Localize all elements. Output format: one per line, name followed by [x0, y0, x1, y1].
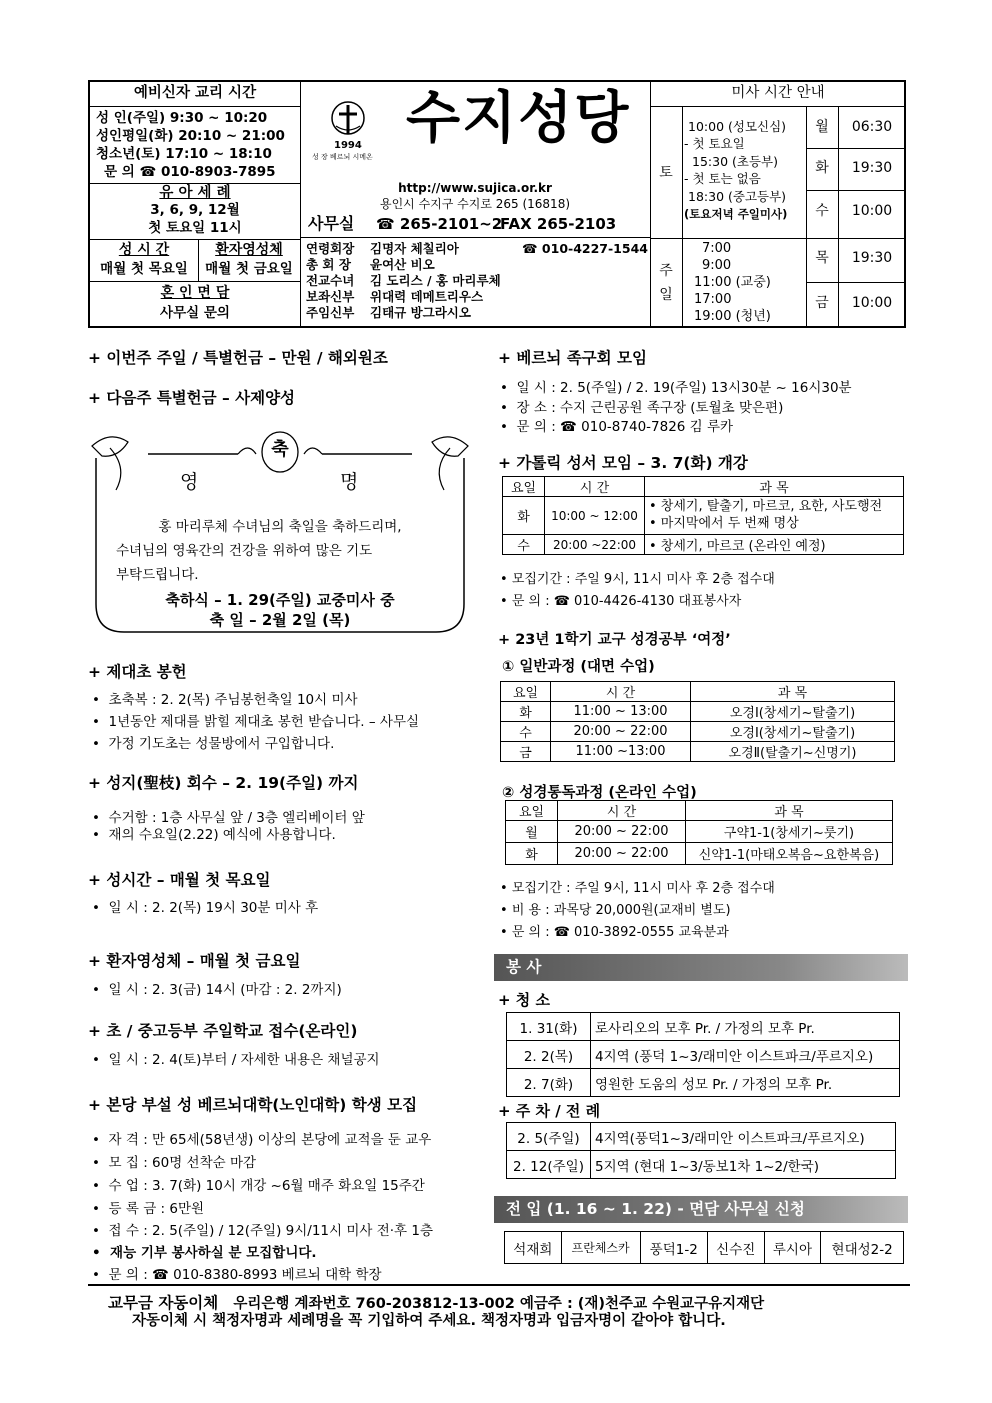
catechism-line: 성 인(주일) 9:30 ~ 10:20 — [96, 110, 268, 126]
catechism-line: 청소년(토) 17:10 ~ 18:10 — [96, 146, 272, 162]
infant-title: 유 아 세 례 — [159, 185, 231, 201]
infant-line: 3, 6, 9, 12월 — [150, 202, 240, 218]
section-altar-candle: + 제대초 봉헌 — [88, 663, 187, 681]
saturday-mass: - 첫 토는 없음 — [684, 171, 761, 186]
saturday-mass: 18:30 (중고등부) — [688, 189, 787, 204]
staff-role: 보좌신부 — [306, 289, 355, 304]
footer-notice: 자동이체 시 책정자명과 세례명을 꼭 기입하여 주세요. 책정자명과 입금자명이 같아야 합니다. — [132, 1313, 726, 1329]
section-palm-collection: + 성지(聖枝) 회수 – 2. 19(주일) 까지 — [88, 774, 359, 792]
table-row: 2. 12(주일) 5지역 (현대 1~3/동보1차 1~2/한국) — [507, 1151, 896, 1179]
section-sunday-school: + 초 / 중고등부 주일학교 접수(온라인) — [88, 1022, 358, 1040]
staff-role: 주임신부 — [306, 305, 355, 320]
sunday-mass: 7:00 — [702, 241, 732, 256]
header-cell: 과 목 — [686, 801, 893, 821]
saturday-label: 토 — [659, 165, 673, 181]
header-cell: 요일 — [506, 801, 558, 821]
parking-liturgy-title: + 주 차 / 전 례 — [498, 1102, 601, 1120]
sunday-mass: 11:00 (교중) — [694, 275, 771, 290]
subject-cell: • 창세기, 탈출기, 마르코, 요한, 사도행전 • 마지막에서 두 번째 명상 — [645, 497, 904, 535]
table-row: 수 20:00 ~ 22:00 오경Ⅰ(창세기~탈출기) — [501, 722, 895, 742]
list-item: • 비 용 : 과목당 20,000원(교재비 별도) — [500, 903, 731, 918]
sunday-mass: 19:00 (청년) — [694, 309, 771, 324]
section-diocese-bible-study: + 23년 1학기 교구 성경공부 ‘여정’ — [498, 632, 731, 648]
list-item: • 일 시 : 2. 3(금) 14시 (마감 : 2. 2까지) — [92, 982, 342, 998]
catechism-line: 성인평일(화) 20:10 ~ 21:00 — [96, 128, 285, 144]
list-item: • 가정 기도초는 성물방에서 구입합니다. — [92, 736, 335, 752]
weekday-label: 수 — [815, 203, 829, 219]
weekday-time: 19:30 — [851, 160, 893, 176]
infant-line: 첫 토요일 11시 — [148, 220, 242, 236]
section-holy-hour: + 성시간 – 매월 첫 목요일 — [88, 871, 271, 889]
section-offering-this-week: + 이번주 주일 / 특별헌금 – 만원 / 해외원조 — [88, 349, 388, 367]
sick-communion-value: 매월 첫 금요일 — [205, 261, 293, 277]
table-row — [503, 535, 904, 555]
general-course-table — [500, 681, 895, 762]
card-title: 영 — [180, 471, 199, 493]
office-fax: FAX 265-2103 — [500, 215, 617, 233]
section-bible-group: + 가톨릭 성서 모임 – 3. 7(화) 개강 — [498, 454, 748, 472]
table-row: 석재희 프란체스카 풍덕1-2 신수진 루시아 현대성2-2 — [505, 1232, 904, 1264]
section-offering-next-week: + 다음주 특별헌금 – 사제양성 — [88, 389, 296, 407]
saturday-mass: 15:30 (초등부) — [692, 154, 778, 169]
card-body-line: 수녀님의 영육간의 건강을 위하여 많은 기도 — [116, 543, 373, 559]
list-item: • 문 의 : ☎ 010-4426-4130 대표봉사자 — [500, 594, 742, 609]
subsection-general: ① 일반과정 (대면 수업) — [502, 659, 655, 675]
saturday-mass: - 첫 토요일 — [684, 136, 745, 151]
list-item: • 장 소 : 수지 근린공원 족구장 (토월초 맞은편) — [500, 400, 784, 416]
footer-divider — [88, 1284, 910, 1286]
header-cell: 요일 — [503, 477, 545, 497]
reading-course-table — [505, 800, 893, 865]
list-item: • 문 의 : ☎ 010-8740-7826 김 루카 — [500, 419, 734, 435]
staff-role: 총 회 장 — [306, 257, 351, 272]
list-item: • 접 수 : 2. 5(주일) / 12(주일) 9시/11시 미사 전·후 1층 — [92, 1223, 433, 1239]
footer-bank-line: 교무금 자동이체 우리은행 계좌번호 760-203812-13-002 예금주 : (재)천주교 수원교구유지재단 — [108, 1294, 765, 1312]
section-sick-communion: + 환자영성체 – 매월 첫 금요일 — [88, 952, 301, 970]
list-item: • 모집기간 : 주일 9시, 11시 미사 후 2층 접수대 — [500, 881, 775, 896]
header-cell: 시 간 — [545, 477, 645, 497]
staff-role: 연령회장 — [306, 241, 355, 256]
list-item: • 문 의 : ☎ 010-3892-0555 교육분과 — [500, 925, 729, 940]
marriage-value: 사무실 문의 — [160, 305, 230, 321]
table-row: 화 11:00 ~ 13:00 오경Ⅰ(창세기~탈출기) — [501, 702, 895, 722]
service-bar: 봉 사 — [494, 954, 908, 981]
transfer-table — [504, 1231, 904, 1264]
subject-cell: • 창세기, 마르코 (온라인 예정) — [645, 535, 904, 555]
catechism-contact: 문 의 ☎ 010-8903-7895 — [104, 164, 276, 180]
staff-name: 김명자 체칠리아 — [370, 241, 459, 256]
list-item: • 1년동안 제대를 밝힐 제대초 봉헌 받습니다. – 사무실 — [92, 714, 420, 730]
list-item: • 재의 수요일(2.22) 예식에 사용합니다. — [92, 827, 336, 843]
table-header-row — [501, 682, 895, 702]
subsection-reading: ② 성경통독과정 (온라인 수업) — [502, 785, 697, 801]
header-cell: 시 간 — [551, 682, 691, 702]
staff-name: 위대력 데메트리우스 — [370, 289, 484, 304]
staff-phone: ☎ 010-4227-1544 — [522, 241, 648, 256]
section-footvolley-club: + 베르뇌 족구회 모임 — [498, 349, 647, 367]
table-header-row — [503, 477, 904, 497]
cleaning-title: + 청 소 — [498, 991, 550, 1009]
list-item: • 재능 기부 봉사하실 분 모집합니다. — [92, 1245, 317, 1261]
header-cell: 과 목 — [691, 682, 895, 702]
sunday-mass: 17:00 — [694, 292, 732, 307]
header-cell: 시 간 — [558, 801, 686, 821]
sunday-mass: 9:00 — [702, 258, 732, 273]
weekday-time: 10:00 — [851, 295, 893, 311]
saturday-mass: (토요저녁 주일미사) — [684, 207, 788, 221]
section-senior-college: + 본당 부설 성 베르뇌대학(노인대학) 학생 모집 — [88, 1096, 418, 1114]
saturday-mass: 10:00 (성모신심) — [688, 119, 787, 134]
list-item: • 문 의 : ☎ 010-8380-8993 베르뇌 대학 학장 — [92, 1267, 382, 1283]
staff-name: 윤여산 비오 — [370, 257, 435, 272]
logo-caption: 성 장 베르뇌 시메온 — [312, 153, 373, 161]
list-item: • 수 업 : 3. 7(화) 10시 개강 ~6월 매주 화요일 15주간 — [92, 1178, 425, 1194]
list-item: • 자 격 : 만 65세(58년생) 이상의 본당에 교적을 둔 교우 — [92, 1132, 432, 1148]
bible-group-table — [502, 476, 904, 555]
office-tel: ☎ 265-2101~2 — [376, 215, 503, 233]
weekday-label: 목 — [815, 250, 829, 266]
header-cell: 요일 — [501, 682, 551, 702]
table-row: 2. 5(주일) 4지역(풍덕1~3/래미안 이스트파크/푸르지오) — [507, 1123, 896, 1151]
parking-liturgy-table — [506, 1122, 896, 1179]
header-frame — [88, 80, 906, 328]
congrats-badge: 축 — [271, 439, 289, 460]
staff-name: 김태규 방그라시오 — [370, 305, 471, 320]
holy-hour-title: 성 시 간 — [118, 242, 170, 258]
card-feast-day: 축 일 – 2월 2일 (목) — [209, 611, 351, 629]
parish-address: 용인시 수지구 수지로 265 (16818) — [379, 197, 571, 211]
table-row: 2. 7(화) 영원한 도움의 성모 Pr. / 가정의 모후 Pr. — [507, 1069, 900, 1097]
table-row: 월 20:00 ~ 22:00 구약1-1(창세기~룻기) — [506, 821, 893, 843]
logo-year: 1994 — [334, 140, 362, 151]
day-cell: 화 — [503, 497, 545, 535]
list-item: • 일 시 : 2. 2(목) 19시 30분 미사 후 — [92, 900, 319, 916]
list-item: • 일 시 : 2. 4(토)부터 / 자세한 내용은 채널공지 — [92, 1052, 380, 1068]
office-label: 사무실 — [308, 214, 355, 233]
sick-communion-title: 환자영성체 — [215, 242, 283, 258]
list-item: • 모집기간 : 주일 9시, 11시 미사 후 2층 접수대 — [500, 572, 775, 587]
weekday-label: 월 — [815, 119, 829, 135]
table-row: 1. 31(화) 로사리오의 모후 Pr. / 가정의 모후 Pr. — [507, 1013, 900, 1041]
sunday-label: 주 일 — [659, 263, 673, 303]
table-row — [503, 497, 904, 535]
feast-card — [88, 428, 472, 640]
table-row: 2. 2(목) 4지역 (풍덕 1~3/래미안 이스트파크/푸르지오) — [507, 1041, 900, 1069]
card-title: 명 — [340, 471, 359, 493]
card-body-line: 부탁드립니다. — [116, 567, 199, 583]
list-item: • 등 록 금 : 6만원 — [92, 1201, 205, 1217]
weekday-label: 금 — [815, 295, 829, 311]
holy-hour-value: 매월 첫 목요일 — [100, 261, 188, 277]
parish-url[interactable]: http://www.sujica.or.kr — [398, 181, 552, 195]
staff-role: 전교수녀 — [306, 273, 355, 288]
mass-title: 미사 시간 안내 — [731, 85, 825, 101]
day-cell: 수 — [503, 535, 545, 555]
card-body-line: 홍 마리루체 수녀님의 축일을 축하드리며, — [158, 519, 402, 535]
transfer-bar: 전 입 (1. 16 ~ 1. 22) - 면담 사무실 신청 — [494, 1196, 908, 1223]
weekday-time: 06:30 — [851, 119, 893, 135]
card-ceremony: 축하식 – 1. 29(주일) 교중미사 중 — [165, 591, 395, 609]
list-item: • 일 시 : 2. 5(주일) / 2. 19(주일) 13시30분 ~ 16시30분 — [500, 380, 852, 396]
weekday-label: 화 — [815, 160, 829, 176]
weekday-time: 10:00 — [851, 203, 893, 219]
staff-name: 김 도리스 / 홍 마리루체 — [370, 273, 501, 288]
time-cell: 10:00 ~ 12:00 — [545, 497, 645, 535]
time-cell: 20:00 ~22:00 — [545, 535, 645, 555]
list-item: • 수거함 : 1층 사무실 앞 / 3층 엘리베이터 앞 — [92, 810, 365, 826]
header-cell: 과 목 — [645, 477, 904, 497]
list-item: • 초축복 : 2. 2(목) 주님봉헌축일 10시 미사 — [92, 692, 358, 708]
cleaning-table — [506, 1012, 900, 1097]
marriage-title: 혼 인 면 담 — [160, 285, 230, 301]
table-header-row — [506, 801, 893, 821]
catechism-title: 예비신자 교리 시간 — [133, 85, 257, 101]
table-row: 화 20:00 ~ 22:00 신약1-1(마태오복음~요한복음) — [506, 843, 893, 865]
table-row: 금 11:00 ~13:00 오경Ⅱ(탈출기~신명기) — [501, 742, 895, 762]
parish-name: 수지성당 — [406, 86, 631, 151]
weekday-time: 19:30 — [851, 250, 893, 266]
list-item: • 모 집 : 60명 선착순 마감 — [92, 1155, 257, 1171]
